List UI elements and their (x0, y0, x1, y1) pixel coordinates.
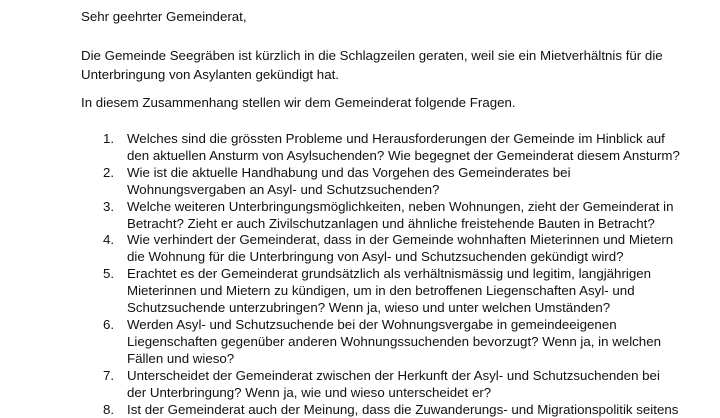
question-item (0, 199, 720, 233)
question-line: Mieterinnen und Mietern zu kündigen, um in den betroffenen Liegenschaften Asyl- und (127, 283, 720, 300)
question-line: den aktuellen Ansturm von Asylsuchenden? Wie begegnet der Gemeinderat diesem Ansturm? (127, 148, 720, 165)
question-line: Wohnungsvergaben an Asyl- und Schutzsuchenden? (127, 182, 720, 199)
question-intro: In diesem Zusammenhang stellen wir dem Gemeinderat folgende Fragen. (81, 93, 681, 112)
question-item (0, 165, 720, 199)
question-line: der Unterbringung? Wenn ja, wie und wieso unterscheidet er? (127, 385, 720, 402)
question-line: Welches sind die grössten Probleme und Herausforderungen der Gemeinde im Hinblick auf (127, 131, 720, 148)
letter-intro (81, 46, 681, 84)
intro-line: Die Gemeinde Seegräben ist kürzlich in die Schlagzeilen geraten, weil sie ein Mietverhältnis für die (81, 46, 681, 65)
question-line: Fällen und wieso? (127, 351, 720, 368)
question-list (0, 131, 720, 418)
question-item (0, 368, 720, 402)
question-line: Unterscheidet der Gemeinderat zwischen der Herkunft der Asyl- und Schutzsuchenden bei (127, 368, 720, 385)
question-line: Wie ist die aktuelle Handhabung und das Vorgehen des Gemeinderates bei (127, 165, 720, 182)
question-number: 5. (103, 266, 114, 283)
question-number: 6. (103, 317, 114, 334)
question-item (0, 232, 720, 266)
intro-line: Unterbringung von Asylanten gekündigt hat. (81, 65, 681, 84)
question-number: 1. (103, 131, 114, 148)
question-line: Liegenschaften gegenüber anderen Wohnungssuchenden bevorzugt? Wenn ja, in welchen (127, 334, 720, 351)
question-line: Erachtet es der Gemeinderat grundsätzlich als verhältnismässig und legitim, langjährigen (127, 266, 720, 283)
question-item (0, 402, 720, 418)
question-number: 3. (103, 199, 114, 216)
question-item (0, 317, 720, 368)
question-line: Schutzsuchende unterzubringen? Wenn ja, wieso und unter welchen Umständen? (127, 300, 720, 317)
question-line: Werden Asyl- und Schutzsuchende bei der Wohnungsvergabe in gemeindeeigenen (127, 317, 720, 334)
question-line: Betracht? Zieht er auch Zivilschutzanlagen und ähnliche freistehende Bauten in Betracht? (127, 216, 720, 233)
question-line: Wie verhindert der Gemeinderat, dass in der Gemeinde wohnhaften Mieterinnen und Mietern (127, 232, 720, 249)
question-number: 4. (103, 232, 114, 249)
question-line: die Wohnung für die Unterbringung von Asyl- und Schutzsuchenden gekündigt wird? (127, 249, 720, 266)
question-line: Ist der Gemeinderat auch der Meinung, dass die Zuwanderungs- und Migrationspolitik seitens (127, 402, 720, 418)
question-item (0, 131, 720, 165)
question-line: Welche weiteren Unterbringungsmöglichkeiten, neben Wohnungen, zieht der Gemeinderat in (127, 199, 720, 216)
question-number: 7. (103, 368, 114, 385)
letter-greeting: Sehr geehrter Gemeinderat, (81, 7, 681, 26)
question-number: 8. (103, 402, 114, 418)
question-item (0, 266, 720, 317)
question-number: 2. (103, 165, 114, 182)
